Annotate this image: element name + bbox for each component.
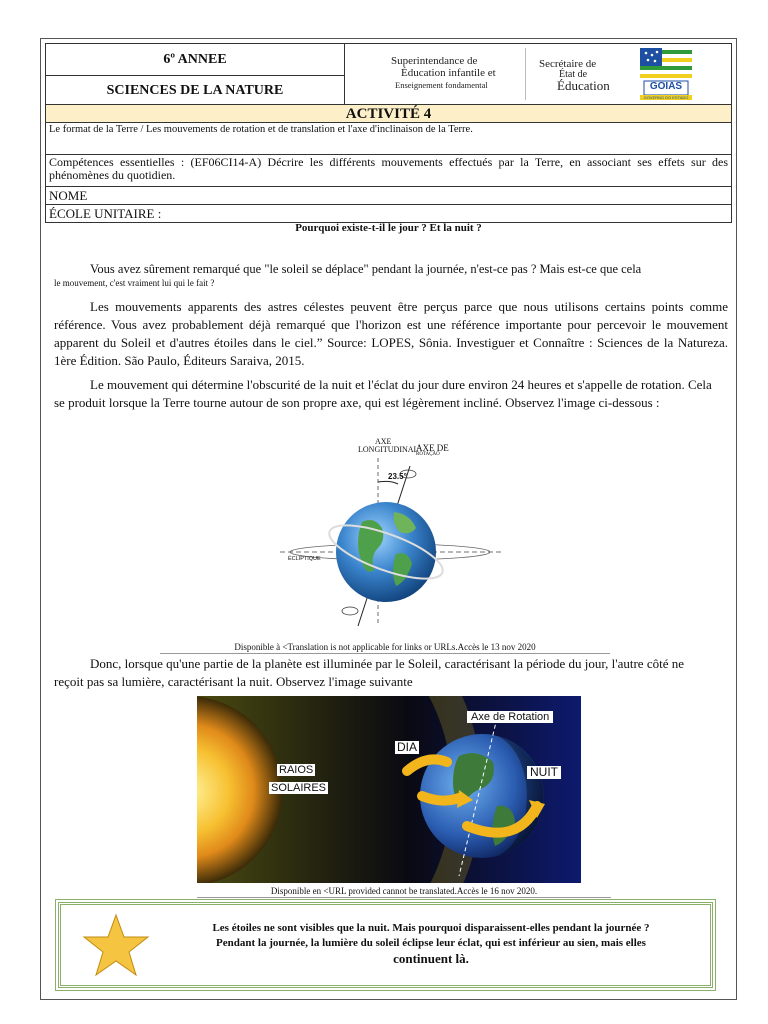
box-line-2: Pendant la journée, la lumière du soleil éclipse leur éclat, qui est inférieur au sien, mais elles (216, 937, 646, 949)
figure2-caption: Disponible en <URL provided cannot be translated.Accès le 16 nov 2020. (197, 886, 611, 898)
axis-label-2: LONGITUDINAL (358, 445, 419, 454)
earth-axis-illustration (270, 436, 510, 636)
paragraph-1 (54, 260, 730, 289)
logo2-line1: Secrétaire de (539, 58, 597, 70)
question-title: Pourquoi existe-t-il le jour ? Et la nuit ? (295, 222, 482, 234)
box-line-1: Les étoiles ne sont visibles que la nuit. Mais pourquoi disparaissent-elles pendant la journée ? (212, 922, 650, 934)
axis-label-3: AXE DE (416, 443, 449, 453)
goias-flag-icon (640, 48, 692, 100)
day-night-illustration (197, 696, 581, 883)
paragraph-3: Le mouvement qui détermine l'obscurité de la nuit et l'éclat du jour dure environ 24 heures et s'appelle de rotation. Cela se produit lorsque la Terre tourne autour de son propre axe, qui est légèrement incliné. Observez l'image ci-dessous : (54, 377, 712, 410)
ecliptic-label: ÉCLIPTIQUE (288, 556, 321, 562)
header-logos (345, 43, 732, 105)
rays-label-2: SOLAIRES (271, 782, 327, 794)
name-label: NOME (49, 188, 88, 203)
topic-text: Le format de la Terre / Les mouvements de rotation et de translation et l'axe d'inclinaison de la Terre. (49, 124, 473, 135)
paragraph-2: Les mouvements apparents des astres célestes peuvent être perçus parce que nous utilisons certains points comme référence. Vous avez probablement déjà remarqué que l'horizon est une référence importante pour percevoir le mouvement apparent du Soleil et d'autres étoiles dans le ciel.” Source: LOPES, Sônia. Investiguer et Connaître : Sciences de la Natureza. 1ère Édition. São Paulo, Éditeurs Saraiva, 2015. (54, 299, 728, 368)
axis-rotation-label: Axe de Rotation (467, 711, 553, 723)
competences-text: Compétences essentielles : (EF06CI14-A) Décrire les différents mouvements effectués par la Terre, en associant ses effets sur des phénomènes du quotidien. (49, 155, 728, 182)
paragraph-4: Donc, lorsque qu'une partie de la planète est illuminée par le Soleil, caractérisant la période du jour, l'autre côté ne reçoit pas sa lumière, caractérisant la nuit. Observez l'image suivante (54, 656, 684, 689)
star-icon (81, 913, 151, 979)
logo-separator (525, 48, 526, 100)
school-row (45, 205, 732, 223)
star-info-box (58, 902, 713, 988)
paragraph-1-line-1: Vous avez sûrement remarqué que "le soleil se déplace" pendant la journée, n'est-ce pas ? Mais est-ce que cela (90, 262, 642, 276)
star-box-text (171, 921, 691, 966)
figure-earth-axis (270, 436, 510, 636)
goias-text: GOIAS (649, 81, 683, 92)
angle-label: 23.5° (388, 472, 407, 481)
axis-label-1: AXE (375, 437, 392, 446)
grade-label: 6º ANNEE (46, 44, 344, 76)
name-row (45, 187, 732, 205)
box-line-3: continuent là. (393, 951, 469, 966)
day-label: DIA (397, 740, 418, 754)
goias-logo (640, 48, 692, 100)
logo2-line3: Éducation (557, 78, 610, 93)
axis-label-4: ROTAÇÃO (416, 452, 440, 457)
figure1-caption: Disponible à <Translation is not applicable for links or URLs.Accès le 13 nov 2020 (160, 642, 610, 654)
topic-row (45, 123, 732, 155)
logo1-line3: Enseignement fondamental (395, 80, 488, 90)
school-label: ÉCOLE UNITAIRE : (49, 206, 162, 221)
logo1-line2: Éducation infantile et (401, 67, 496, 79)
rays-label-1: RAIOS (279, 764, 314, 776)
logo1-line1: Superintendance de (391, 55, 478, 67)
paragraph-1-line-2: le mouvement, c'est vraiment lui qui le fait ? (54, 278, 215, 288)
activity-title: ACTIVITÉ 4 (45, 105, 732, 123)
night-label: NUIT (527, 766, 561, 779)
subject-label: SCIENCES DE LA NATURE (106, 83, 284, 98)
competences-row (45, 155, 732, 187)
logo2-line2: État de (559, 69, 588, 80)
logo-superintendance (391, 55, 496, 91)
header-left (45, 43, 345, 105)
figure-day-night (197, 696, 581, 883)
logo-secretaire (539, 58, 610, 93)
goias-small-text: GOVERNO DO ESTADO (643, 95, 689, 100)
